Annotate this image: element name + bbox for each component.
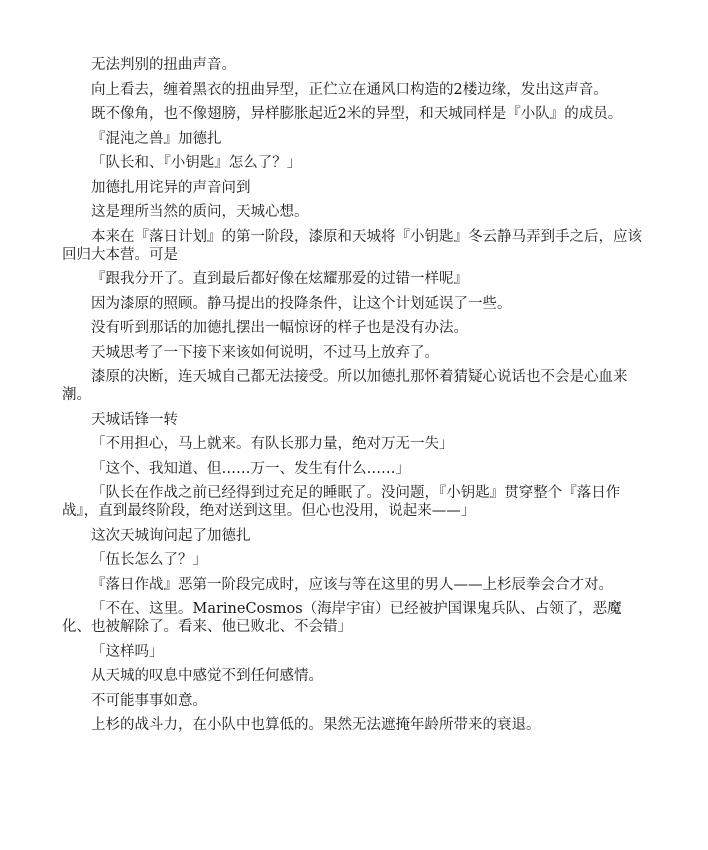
document-body — [62, 56, 648, 741]
paragraph: 天城话锋一转 — [91, 411, 178, 428]
paragraph: 这是理所当然的质问，天城心想。 — [91, 204, 309, 220]
paragraph: 『混沌之兽』加德扎 — [91, 130, 222, 147]
paragraph: 这次天城询问起了加德扎 — [91, 527, 251, 544]
paragraph: 漆原的决断，连天城自己都无法接受。所以加德扎那怀着猜疑心说话也不会是心血来潮。 — [62, 369, 628, 403]
paragraph: 从天城的叹息中感觉不到任何感情。 — [91, 668, 323, 684]
paragraph: 向上看去，缠着黑衣的扭曲异型，正伫立在通风口构造的2楼边缘，发出这声音。 — [91, 81, 608, 98]
paragraph: 无法判别的扭曲声音。 — [91, 57, 236, 73]
paragraph: 上杉的战斗力，在小队中也算低的。果然无法遮掩年龄所带来的衰退。 — [91, 717, 541, 733]
paragraph: 因为漆原的照顾。静马提出的投降条件，让这个计划延误了一些。 — [91, 295, 512, 312]
paragraph: 「不在、这里。MarineCosmos（海岸宇宙）已经被护国课鬼兵队、占领了，恶魔化、也被解除了。看来、他已败北、不会错」 — [62, 601, 622, 635]
paragraph: 天城思考了一下接下来该如何说明，不过马上放弃了。 — [91, 344, 439, 361]
paragraph: 加德扎用诧异的声音问到 — [91, 179, 251, 196]
paragraph: 没有听到那话的加德扎摆出一幅惊讶的样子也是没有办法。 — [91, 320, 468, 336]
paragraph: 『落日作战』恶第一阶段完成时，应该与等在这里的男人——上杉辰拳会合才对。 — [91, 576, 613, 593]
paragraph: 「这样吗」 — [91, 643, 164, 660]
paragraph: 「队长和、『小钥匙』怎么了？」 — [91, 155, 302, 171]
paragraph: 本来在『落日计划』的第一阶段，漆原和天城将『小钥匙』冬云静马弄到手之后，应该回归大本营。可是 — [62, 228, 642, 263]
paragraph: 「不用担心，马上就来。有队长那力量，绝对万无一失」 — [91, 436, 454, 452]
paragraph: 『跟我分开了。直到最后都好像在炫耀那爱的过错一样呢』 — [91, 271, 468, 287]
paragraph: 「伍长怎么了？」 — [91, 552, 207, 568]
paragraph: 既不像角，也不像翅膀，异样膨胀起近2米的异型，和天城同样是『小队』的成员。 — [91, 106, 623, 122]
paragraph: 「队长在作战之前已经得到过充足的睡眠了。没问题，『小钥匙』贯穿整个『落日作战』，直到最终阶段，绝对送到这里。但心也没用，说起来——」 — [62, 485, 621, 519]
paragraph: 「这个、我知道、但……万一、发生有什么……」 — [91, 460, 410, 477]
paragraph: 不可能事事如意。 — [91, 692, 207, 709]
